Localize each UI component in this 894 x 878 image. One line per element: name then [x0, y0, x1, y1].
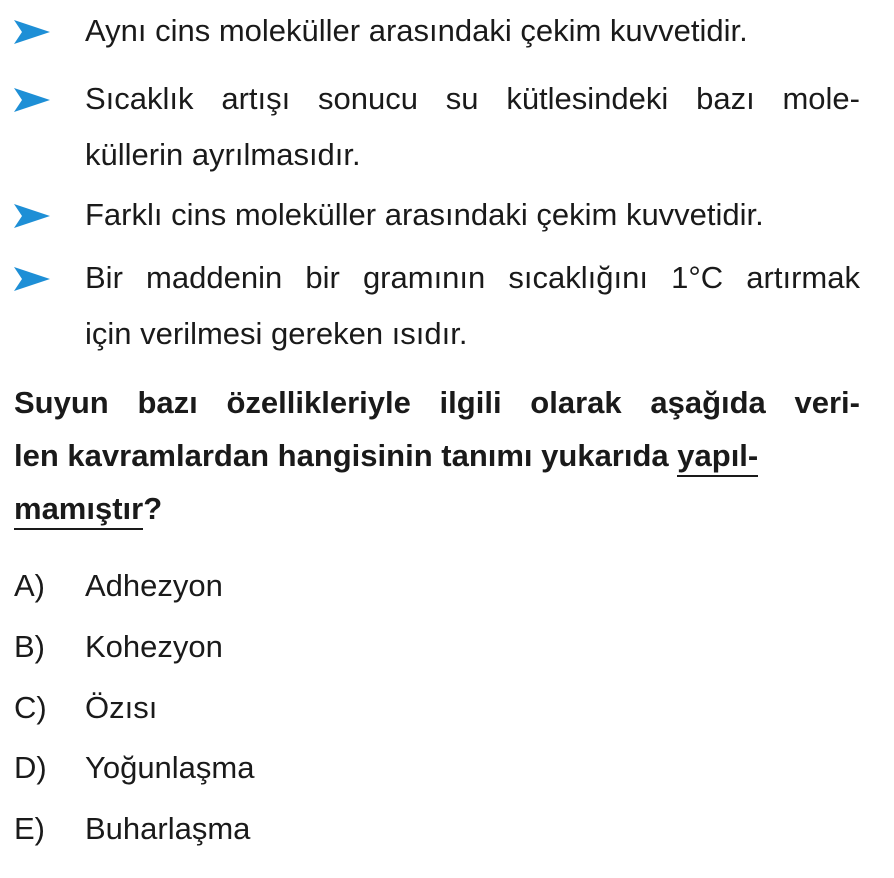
answer-option-c[interactable]: [14, 678, 874, 739]
question-line: Suyun bazı özellikleriyle ilgili olarak aşağıda veri-: [14, 385, 860, 420]
option-letter: E): [14, 811, 45, 847]
arrowhead-right-icon: [14, 20, 50, 44]
bullet-line: Bir maddenin bir gramının sıcaklığını 1°C artırmak: [85, 260, 860, 295]
option-text: Buharlaşma: [85, 811, 251, 847]
option-text: Özısı: [85, 689, 158, 725]
bullet-text: [85, 3, 860, 59]
question-text: len kavramlardan hangisinin tanımı yukarıda: [14, 438, 678, 473]
question-line: [14, 482, 860, 535]
bullet-text: [85, 187, 860, 243]
option-text: Adhezyon: [85, 568, 223, 603]
answer-option-e[interactable]: [14, 799, 874, 860]
option-text: Kohezyon: [85, 628, 223, 664]
arrowhead-right-icon: [14, 204, 50, 228]
underlined-emphasis: mamıştır: [14, 491, 143, 530]
bullet-item: [0, 187, 894, 243]
bullet-line: Farklı cins moleküller arasındaki çekim kuvvetidir.: [85, 197, 764, 232]
answer-options: [14, 556, 874, 860]
bullet-text: [85, 71, 860, 183]
option-letter: B): [14, 628, 45, 664]
answer-option-d[interactable]: [14, 738, 874, 799]
option-letter: A): [14, 568, 45, 603]
arrowhead-right-icon: [14, 88, 50, 112]
question-line: [14, 429, 860, 482]
option-text: Yoğunlaşma: [85, 750, 255, 786]
option-letter: D): [14, 750, 47, 786]
answer-option-a[interactable]: [14, 556, 874, 617]
underlined-emphasis: yapıl-: [677, 438, 758, 477]
bullet-line: Aynı cins moleküller arasındaki çekim kuvvetidir.: [85, 13, 748, 48]
bullet-item: [0, 3, 894, 59]
question-mark: ?: [143, 491, 163, 526]
bullet-line: için verilmesi gereken ısıdır.: [85, 316, 468, 351]
question-stem: [14, 376, 860, 535]
arrowhead-right-icon: [14, 267, 50, 291]
bullet-text: [85, 250, 860, 362]
bullet-item: [0, 250, 894, 362]
bullet-line: Sıcaklık artışı sonucu su kütlesindeki bazı mole-: [85, 81, 860, 116]
answer-option-b[interactable]: [14, 617, 874, 678]
option-letter: C): [14, 689, 47, 725]
bullet-item: [0, 71, 894, 183]
bullet-line: küllerin ayrılmasıdır.: [85, 137, 361, 172]
